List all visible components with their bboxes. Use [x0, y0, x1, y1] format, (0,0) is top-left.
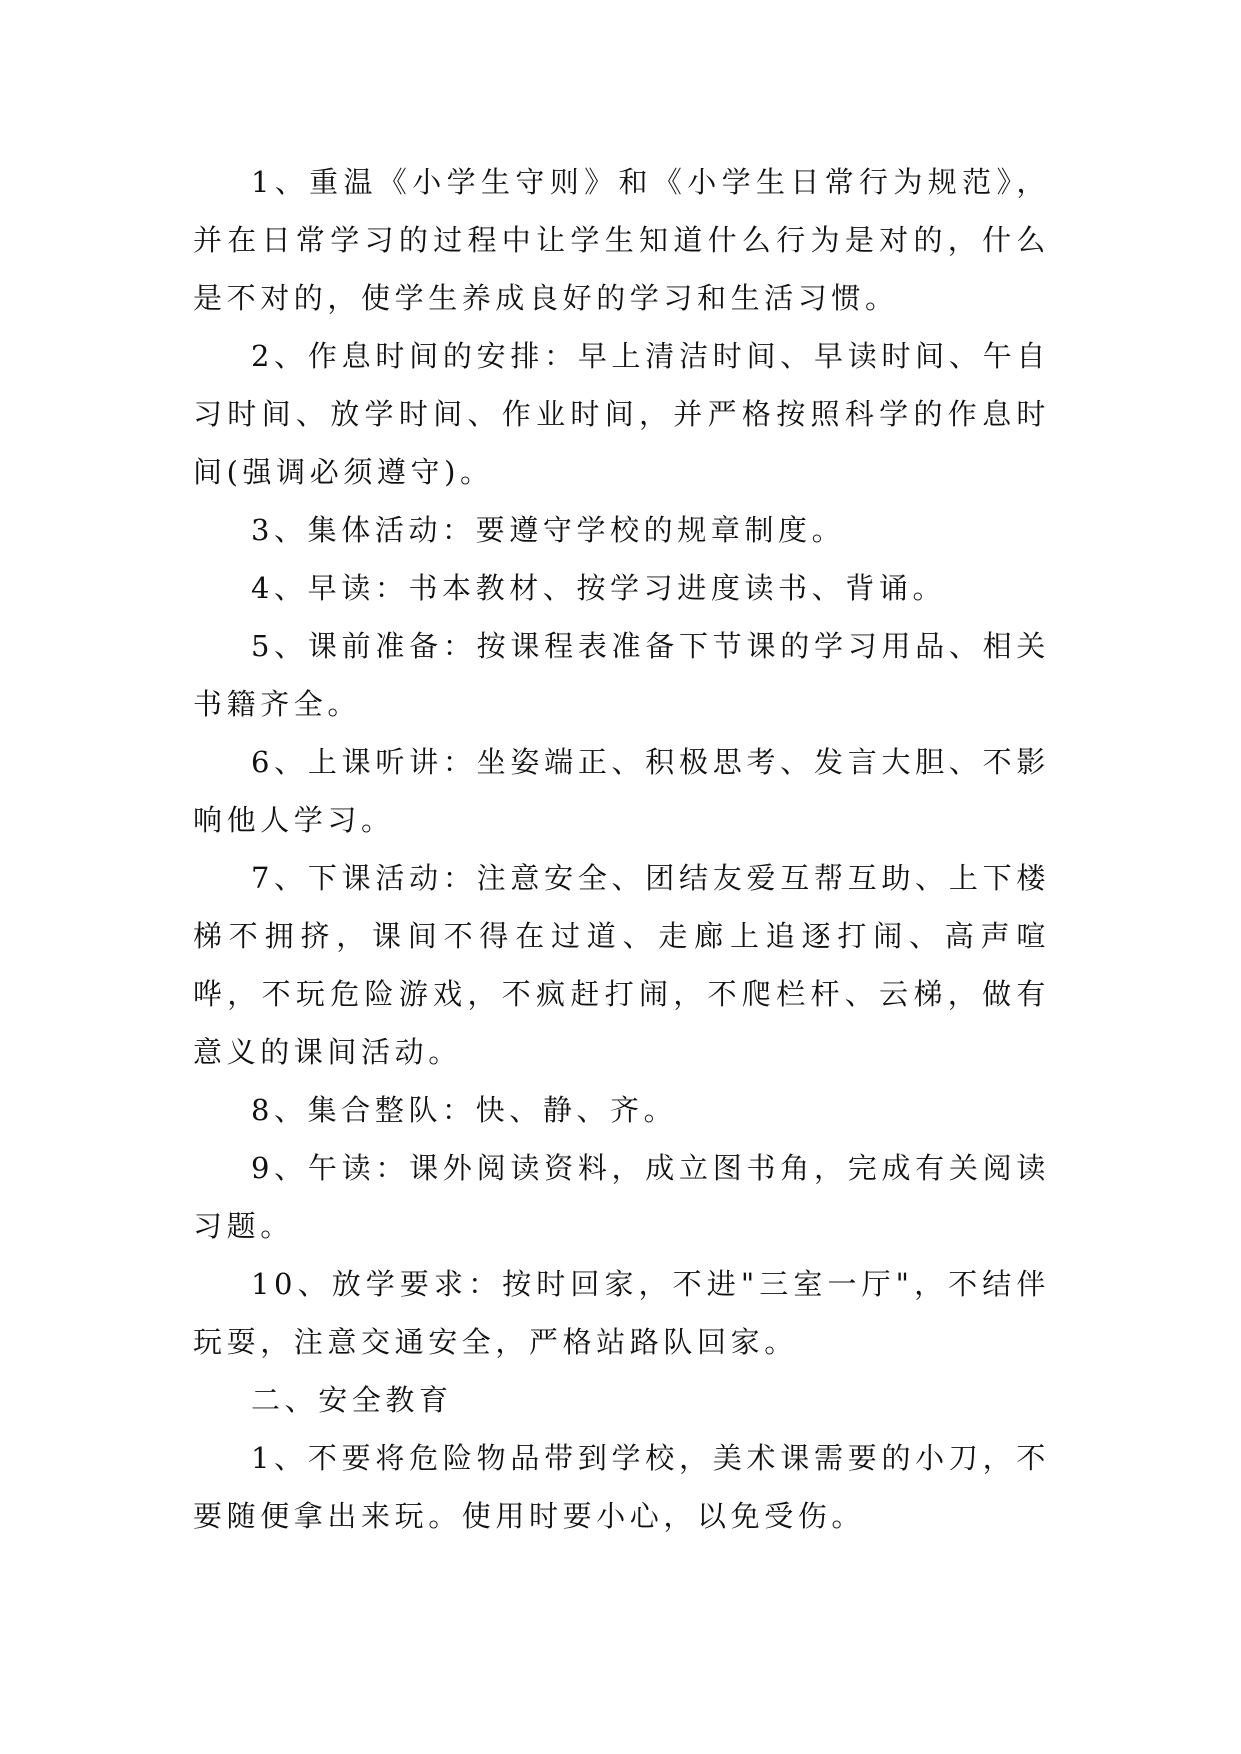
section-heading-safety: 二、安全教育 [251, 1383, 453, 1417]
paragraph-rule-3: 3、集体活动：要遵守学校的规章制度。 [251, 513, 846, 547]
paragraph-rule-8: 8、集合整队：快、静、齐。 [251, 1093, 678, 1127]
document-body [193, 153, 1050, 1545]
paragraph-rule-5: 5、课前准备：按课程表准备下节课的学习用品、相关书籍齐全。 [193, 629, 1050, 721]
paragraph-rule-1: 1、重温《小学生守则》和《小学生日常行为规范》，并在日常学习的过程中让学生知道什么行为是对的，什么是不对的，使学生养成良好的学习和生活习惯。 [193, 165, 1050, 315]
paragraph-rule-10: 10、放学要求：按时回家，不进"三室一厅"，不结伴玩耍，注意交通安全，严格站路队回家。 [193, 1267, 1050, 1359]
paragraph-rule-7: 7、下课活动：注意安全、团结友爱互帮互助、上下楼梯不拥挤，课间不得在过道、走廊上追逐打闹、高声喧哗，不玩危险游戏，不疯赶打闹，不爬栏杆、云梯，做有意义的课间活动。 [193, 861, 1050, 1069]
paragraph-rule-6: 6、上课听讲：坐姿端正、积极思考、发言大胆、不影响他人学习。 [193, 745, 1050, 837]
paragraph-rule-4: 4、早读：书本教材、按学习进度读书、背诵。 [251, 571, 947, 605]
paragraph-safety-1: 1、不要将危险物品带到学校，美术课需要的小刀，不要随便拿出来玩。使用时要小心，以免受伤。 [193, 1441, 1050, 1533]
paragraph-rule-9: 9、午读：课外阅读资料，成立图书角，完成有关阅读习题。 [193, 1151, 1050, 1243]
paragraph-rule-2: 2、作息时间的安排：早上清洁时间、早读时间、午自习时间、放学时间、作业时间，并严格按照科学的作息时间(强调必须遵守)。 [193, 339, 1050, 489]
